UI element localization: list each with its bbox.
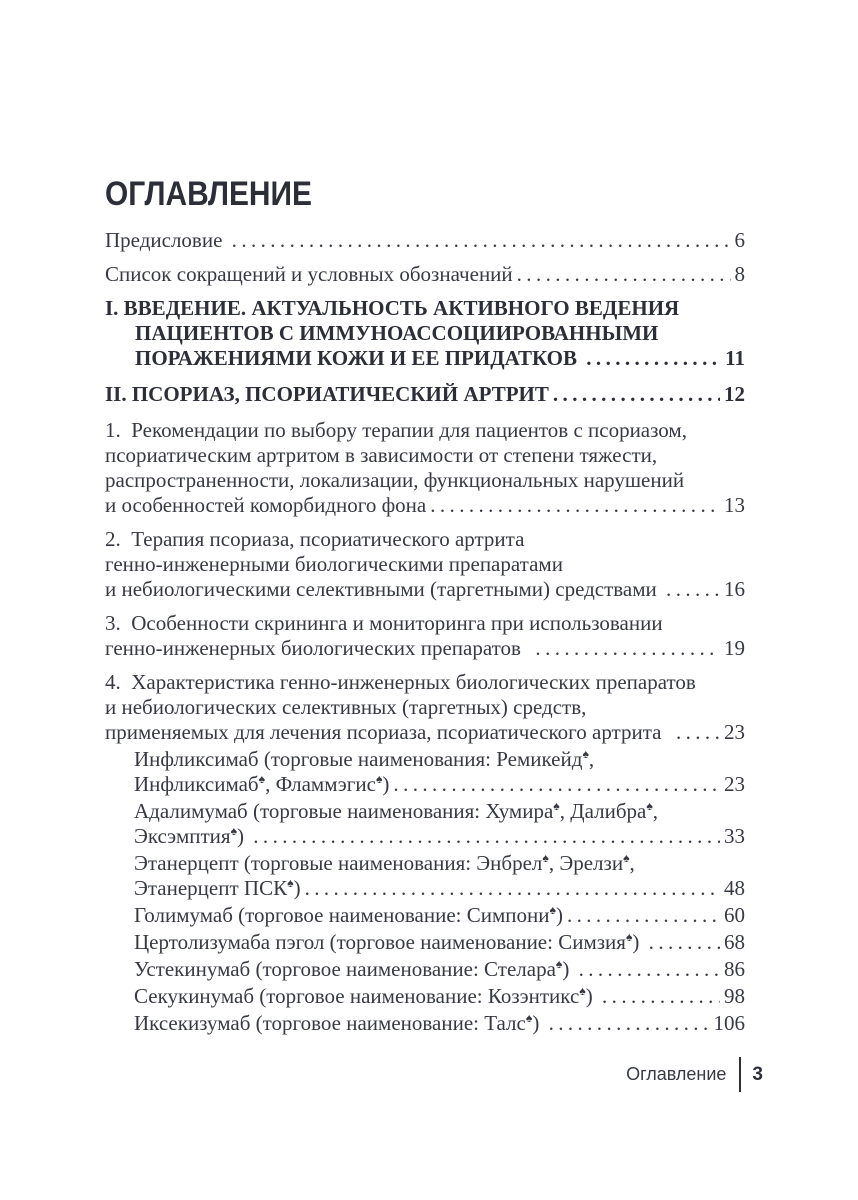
footer-section-label: Оглавление <box>626 1064 727 1084</box>
toc-entry-text: генно-инженерными биологическими препаратами <box>105 552 563 576</box>
dot-leader <box>553 382 720 407</box>
toc-entry-text: ПОРАЖЕНИЯМИ КОЖИ И ЕЕ ПРИДАТКОВ <box>135 346 583 370</box>
toc-entry-page-number: 86 <box>724 957 745 981</box>
trade-name-spade-mark: ♠ <box>555 957 563 971</box>
toc-entry-line <box>134 824 745 849</box>
toc-entry-page-number: 48 <box>724 876 745 900</box>
dot-leader <box>602 984 720 1009</box>
toc-entry-page-number: 68 <box>724 930 745 954</box>
toc-entry-text: I. ВВЕДЕНИЕ. АКТУАЛЬНОСТЬ АКТИВНОГО ВЕДЕНИЯ <box>105 296 680 320</box>
toc-entry <box>105 228 745 253</box>
toc-entry-page-number: 33 <box>724 824 745 848</box>
toc-entry-text: Список сокращений и условных обозначений <box>105 262 513 286</box>
trade-name-spade-mark: ♠ <box>375 772 383 786</box>
dot-leader <box>393 772 720 797</box>
dot-leader <box>253 824 720 849</box>
toc-entry-text: распространенности, локализации, функциональных нарушений <box>105 468 685 492</box>
toc-entry <box>105 382 745 407</box>
dot-leader <box>676 720 720 745</box>
toc-entry-line <box>134 799 745 824</box>
toc-entry-line <box>134 1011 745 1036</box>
trade-name-spade-mark: ♠ <box>525 1011 533 1025</box>
trade-name-spade-mark: ♠ <box>623 851 630 865</box>
toc-entry-line <box>134 984 745 1009</box>
toc-entry-line <box>105 228 745 253</box>
dot-leader <box>586 346 721 371</box>
toc-entry-page-number: 11 <box>725 346 745 370</box>
trade-name-spade-mark: ♠ <box>287 876 294 890</box>
toc-entry-line <box>105 346 745 371</box>
page-footer <box>626 1057 763 1092</box>
toc-entry <box>134 747 745 797</box>
toc-entry-line <box>134 957 745 982</box>
footer-divider <box>739 1057 741 1092</box>
toc-entry-page-number: 60 <box>724 903 745 927</box>
toc-entry-text: псориатическим артритом в зависимости от степени тяжести, <box>105 443 658 467</box>
toc-entry-line <box>105 577 745 602</box>
toc-entry-page-number: 106 <box>713 1011 745 1035</box>
toc-entry-text: и особенностей коморбидного фона <box>105 493 427 517</box>
toc-entry-line <box>134 772 745 797</box>
dot-leader <box>549 1011 710 1036</box>
toc-entry-line <box>105 527 745 552</box>
toc-entry-line <box>134 930 745 955</box>
toc-entry <box>134 903 745 928</box>
toc-entry-page-number: 23 <box>724 772 745 796</box>
trade-name-spade-mark: ♠ <box>553 799 560 813</box>
toc-entry-text: 1. Рекомендации по выбору терапии для пациентов с псориазом, <box>105 418 687 442</box>
toc-entry-text: генно-инженерных биологических препаратов <box>105 636 532 660</box>
toc-entry-line <box>105 636 745 661</box>
toc-entry-line <box>134 851 745 876</box>
toc-entry-line <box>134 747 745 772</box>
trade-name-spade-mark: ♠ <box>582 747 589 761</box>
dot-leader <box>649 930 720 955</box>
toc-entry-text: 3. Особенности скрининга и мониторинга при использовании <box>105 611 663 635</box>
toc-entry-text: II. ПСОРИАЗ, ПСОРИАТИЧЕСКИЙ АРТРИТ <box>105 382 549 406</box>
trade-name-spade-mark: ♠ <box>549 903 556 917</box>
dot-leader <box>305 876 720 901</box>
page-title: ОГЛАВЛЕНИЕ <box>105 175 312 213</box>
toc-entry-line <box>134 903 745 928</box>
toc-entry <box>105 296 745 371</box>
toc-entry <box>134 799 745 849</box>
toc-entry-line <box>105 611 745 636</box>
toc-entry-line <box>105 382 745 407</box>
dot-leader <box>430 493 720 518</box>
dot-leader <box>517 262 731 287</box>
dot-leader <box>535 636 720 661</box>
toc-entry-line <box>105 670 745 695</box>
toc-entry-text: Инфликсимаб♠, Фламмэгис♠) <box>134 772 390 796</box>
toc-entry-text: Эксэмптия♠) <box>134 824 250 848</box>
trade-name-spade-mark: ♠ <box>625 930 633 944</box>
toc-entry-text: Этанерцепт (торговые наименования: Энбрел♠, Эрелзи♠, <box>134 851 635 875</box>
toc-entry <box>105 527 745 602</box>
toc-entry-line <box>105 493 745 518</box>
toc-entry <box>105 262 745 287</box>
toc-entry-line <box>105 720 745 745</box>
toc-entry <box>134 851 745 901</box>
toc-entry-page-number: 19 <box>724 636 745 660</box>
toc-entry-text: Секукинумаб (торговое наименование: Козэнтикс♠) <box>134 984 599 1008</box>
footer-page-number: 3 <box>752 1063 763 1085</box>
trade-name-spade-mark: ♠ <box>542 851 549 865</box>
toc-entry-line <box>105 443 745 468</box>
toc-entry-text: Иксекизумаб (торговое наименование: Талс♠) <box>134 1011 545 1035</box>
toc-entry <box>134 957 745 982</box>
toc-entry-line <box>105 552 745 577</box>
dot-leader <box>567 903 720 928</box>
toc-entry-page-number: 16 <box>724 577 745 601</box>
trade-name-spade-mark: ♠ <box>646 799 653 813</box>
trade-name-spade-mark: ♠ <box>579 984 586 998</box>
trade-name-spade-mark: ♠ <box>230 824 238 838</box>
toc-entry-text: и небиологическими селективными (таргетными) средствами <box>105 577 663 601</box>
dot-leader <box>666 577 720 602</box>
toc-list <box>105 228 745 1036</box>
toc-entry-text: 2. Терапия псориаза, псориатического артрита <box>105 527 525 551</box>
dot-leader <box>579 957 720 982</box>
toc-entry-page-number: 8 <box>734 262 745 286</box>
toc-entry-text: применяемых для лечения псориаза, псориатического артрита <box>105 720 672 744</box>
toc-content <box>105 176 745 1038</box>
toc-entry-page-number: 12 <box>724 382 745 406</box>
toc-entry <box>105 418 745 518</box>
toc-entry-text: Устекинумаб (торговое наименование: Стелара♠) <box>134 957 575 981</box>
toc-entry-page-number: 23 <box>724 720 745 744</box>
toc-entry-page-number: 13 <box>724 493 745 517</box>
toc-entry-page-number: 98 <box>724 984 745 1008</box>
toc-entry-text: Инфликсимаб (торговые наименования: Ремикейд♠, <box>134 747 595 771</box>
toc-entry <box>134 984 745 1009</box>
trade-name-spade-mark: ♠ <box>258 772 266 786</box>
toc-entry-line <box>105 321 745 346</box>
toc-entry-text: Предисловие <box>105 228 228 252</box>
toc-entry-line <box>105 262 745 287</box>
toc-entry-text: ПАЦИЕНТОВ С ИММУНОАССОЦИИРОВАННЫМИ <box>135 321 659 345</box>
toc-entry-line <box>134 876 745 901</box>
toc-entry-text: 4. Характеристика генно-инженерных биологических препаратов <box>105 670 696 694</box>
dot-leader <box>232 228 731 253</box>
toc-entry-line <box>105 296 745 321</box>
toc-entry <box>134 930 745 955</box>
toc-entry <box>134 1011 745 1036</box>
toc-entry <box>105 611 745 661</box>
toc-entry-text: и небиологических селективных (таргетных) средств, <box>105 695 587 719</box>
toc-entry-line <box>105 695 745 720</box>
toc-entry-line <box>105 468 745 493</box>
toc-entry-text: Голимумаб (торговое наименование: Симпони♠) <box>134 903 563 927</box>
toc-entry-text: Адалимумаб (торговые наименования: Хумира♠, Далибра♠, <box>134 799 659 823</box>
toc-entry <box>105 670 745 745</box>
toc-entry-text: Этанерцепт ПСК♠) <box>134 876 301 900</box>
toc-entry-text: Цертолизумаба пэгол (торговое наименование: Симзия♠) <box>134 930 645 954</box>
toc-entry-line <box>105 418 745 443</box>
toc-entry-page-number: 6 <box>734 228 745 252</box>
